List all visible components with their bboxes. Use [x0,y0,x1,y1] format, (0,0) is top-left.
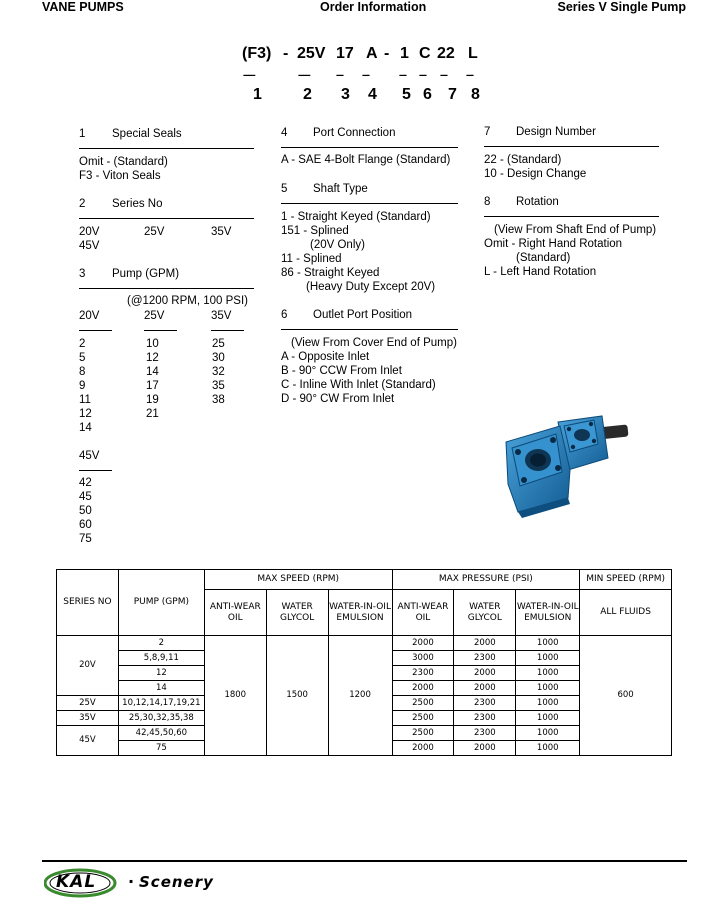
code-number: 3 [341,86,350,103]
rotation-line: Omit - Right Hand Rotation [484,238,623,250]
kal-scenery-logo [44,868,214,898]
outlet-line: C - Inline With Inlet (Standard) [281,379,436,391]
header-all-fluids: ALL FLUIDS [580,590,672,636]
rotation-line: L - Left Hand Rotation [484,266,597,278]
logo-text-kal: KAL [56,872,97,892]
pump-col-title: 25V [144,310,165,322]
section-divider [281,147,458,148]
code-dash: --- [362,70,369,81]
header-water-glycol: WATER GLYCOL [454,590,516,636]
pump-value: 14 [79,422,92,434]
pump-value: 12 [146,352,159,364]
series-extra: 45V [79,240,100,252]
pressure-aw: 2500 [392,711,454,726]
table-row [57,636,672,651]
code-number: 7 [448,86,457,103]
pump-value: 50 [79,505,92,517]
code-dash: --- [440,70,447,81]
code-number: 6 [423,86,432,103]
series-col: 25V [144,226,165,238]
pump-cell: 12 [118,666,204,681]
code-dash: ----- [243,70,255,81]
header-emulsion: WATER-IN-OIL EMULSION [516,590,580,636]
pump-value: 21 [146,408,159,420]
pressure-wg: 2000 [454,666,516,681]
pump-note: (@1200 RPM, 100 PSI) [127,295,248,307]
rotation-line: (Standard) [516,252,571,264]
section-8-title: Rotation [516,196,559,208]
header-max-pressure: MAX PRESSURE (PSI) [392,570,580,590]
pump-value: 30 [212,352,225,364]
section-divider [79,288,254,289]
col-underline [211,330,244,331]
code-part: A [366,45,378,62]
pressure-em: 1000 [516,636,580,651]
pump-cell: 14 [118,681,204,696]
series-cell: 35V [57,711,119,726]
section-3-title: Pump (GPM) [112,268,180,280]
pump-col-45v-title: 45V [79,450,100,462]
section-3-number: 3 [79,268,86,280]
min-speed-cell: 600 [580,636,672,756]
section-6-number: 6 [281,309,288,321]
pressure-wg: 2300 [454,726,516,741]
code-part: 17 [336,45,354,62]
header-series-no: SERIES NO [57,570,119,636]
outlet-line: D - 90° CW From Inlet [281,393,395,405]
header-left: VANE PUMPS [42,0,124,14]
code-dash: --- [336,70,343,81]
pump-col-title: 35V [211,310,232,322]
speed-emulsion: 1200 [328,636,392,756]
spec-table [56,569,672,756]
pump-value: 32 [212,366,225,378]
code-dash: ----- [298,70,310,81]
pressure-aw: 2000 [392,741,454,756]
code-part: 22 [437,45,455,62]
section-4-number: 4 [281,127,288,139]
pressure-wg: 2000 [454,741,516,756]
shaft-line: (20V Only) [310,239,365,251]
outlet-line: B - 90° CCW From Inlet [281,365,402,377]
section-divider [79,148,254,149]
pressure-wg: 2300 [454,696,516,711]
header-min-speed: MIN SPEED (RPM) [580,570,672,590]
pump-value: 12 [79,408,92,420]
header-pump-gpm: PUMP (GPM) [118,570,204,636]
code-part: (F3) [242,45,272,62]
series-col: 35V [211,226,232,238]
pump-value: 10 [146,338,159,350]
section-6-title: Outlet Port Position [313,309,413,321]
code-dash: --- [419,70,426,81]
section-divider [79,218,254,219]
code-part: 25V [297,45,326,62]
pump-cell: 2 [118,636,204,651]
pump-value: 5 [79,352,86,364]
pressure-wg: 2300 [454,651,516,666]
code-number: 5 [402,86,411,103]
design-line: 10 - Design Change [484,168,587,180]
pump-value: 11 [79,394,91,406]
pump-value: 9 [79,380,86,392]
pump-cell: 10,12,14,17,19,21 [118,696,204,711]
pressure-wg: 2000 [454,681,516,696]
pressure-em: 1000 [516,741,580,756]
pressure-em: 1000 [516,726,580,741]
pump-value: 38 [212,394,225,406]
pump-value: 25 [212,338,225,350]
header-water-glycol: WATER GLYCOL [266,590,328,636]
logo-text-scenery: Scenery [139,873,214,891]
series-cell: 45V [57,726,119,756]
pressure-aw: 2500 [392,696,454,711]
pump-value: 8 [79,366,86,378]
footer-divider [42,860,687,862]
pressure-wg: 2000 [454,636,516,651]
pressure-em: 1000 [516,651,580,666]
section-divider [484,146,659,147]
header-right: Series V Single Pump [557,0,686,14]
header-anti-wear: ANTI-WEAR OIL [392,590,454,636]
section-1-line: Omit - (Standard) [79,156,168,168]
section-5-title: Shaft Type [313,183,368,195]
pump-col-title: 20V [79,310,100,322]
col-underline [79,330,112,331]
section-7-title: Design Number [516,126,596,138]
shaft-line: 1 - Straight Keyed (Standard) [281,211,431,223]
shaft-line: 86 - Straight Keyed [281,267,380,279]
pump-cell: 25,30,32,35,38 [118,711,204,726]
pressure-aw: 2500 [392,726,454,741]
section-1-number: 1 [79,128,86,140]
pump-value: 2 [79,338,86,350]
section-4-title: Port Connection [313,127,396,139]
series-cell: 20V [57,636,119,696]
pump-value: 75 [79,533,92,545]
vane-pump-image [498,412,638,522]
pressure-aw: 2000 [392,681,454,696]
header-max-speed: MAX SPEED (RPM) [204,570,392,590]
model-code [0,45,726,65]
code-part: L [468,45,478,62]
header-center: Order Information [320,0,427,14]
pump-cell: 75 [118,741,204,756]
outlet-line: A - Opposite Inlet [281,351,370,363]
pump-cell: 5,8,9,11 [118,651,204,666]
code-part: C [419,45,431,62]
code-dash: --- [466,70,473,81]
section-divider [281,329,458,330]
code-number: 8 [471,86,480,103]
code-part: - [283,45,289,62]
section-1-title: Special Seals [112,128,182,140]
section-7-number: 7 [484,126,491,138]
speed-water-glycol: 1500 [266,636,328,756]
section-8-number: 8 [484,196,491,208]
code-number: 2 [303,86,312,103]
section-5-number: 5 [281,183,288,195]
section-2-title: Series No [112,198,163,210]
section-1-line: F3 - Viton Seals [79,170,161,182]
pump-value: 45 [79,491,92,503]
header-anti-wear: ANTI-WEAR OIL [204,590,266,636]
pressure-wg: 2300 [454,711,516,726]
pressure-aw: 3000 [392,651,454,666]
shaft-line: 151 - Splined [281,225,349,237]
series-col: 20V [79,226,100,238]
pump-cell: 42,45,50,60 [118,726,204,741]
speed-anti-wear: 1800 [204,636,266,756]
pressure-aw: 2300 [392,666,454,681]
design-line: 22 - (Standard) [484,154,562,166]
col-underline [79,470,112,471]
outlet-line: (View From Cover End of Pump) [291,337,457,349]
series-cell: 25V [57,696,119,711]
section-divider [484,216,659,217]
logo-separator: · [128,872,135,891]
section-divider [281,203,458,204]
pump-value: 42 [79,477,92,489]
pressure-em: 1000 [516,681,580,696]
col-underline [144,330,177,331]
code-part: - [384,45,390,62]
pressure-em: 1000 [516,666,580,681]
pressure-aw: 2000 [392,636,454,651]
code-number: 4 [368,86,377,103]
section-2-number: 2 [79,198,86,210]
pressure-em: 1000 [516,711,580,726]
code-part: 1 [400,45,409,62]
shaft-line: 11 - Splined [281,253,342,265]
header-emulsion: WATER-IN-OIL EMULSION [328,590,392,636]
code-dash: --- [399,70,406,81]
pump-value: 19 [146,394,159,406]
pump-value: 14 [146,366,159,378]
pump-value: 60 [79,519,92,531]
section-4-line: A - SAE 4-Bolt Flange (Standard) [281,154,451,166]
code-number: 1 [253,86,262,103]
pump-value: 35 [212,380,225,392]
rotation-line: (View From Shaft End of Pump) [494,224,657,236]
pressure-em: 1000 [516,696,580,711]
shaft-line: (Heavy Duty Except 20V) [306,281,436,293]
pump-value: 17 [146,380,159,392]
